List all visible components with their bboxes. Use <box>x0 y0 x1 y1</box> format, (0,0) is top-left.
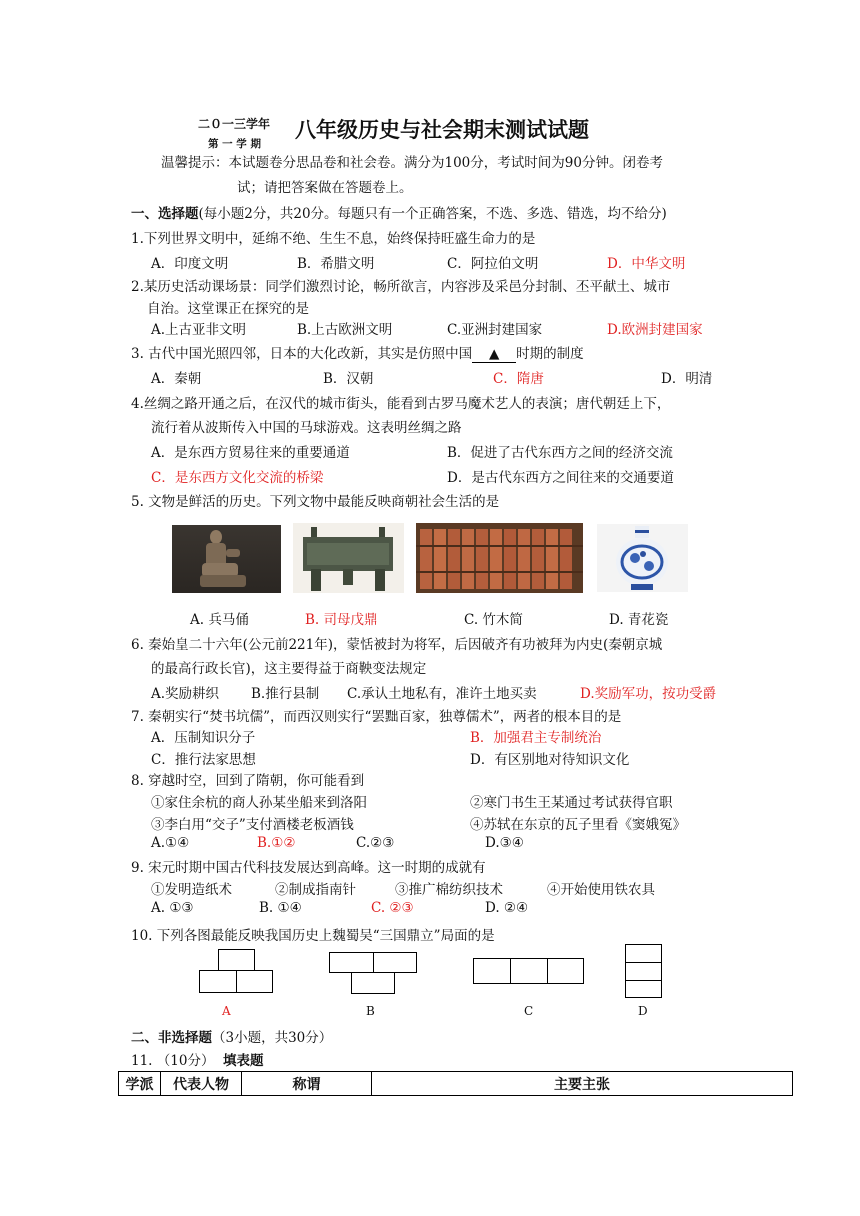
section1-desc: (每小题2分，共20分。每题只有一个正确答案，不选、多选、错选，均不给分) <box>198 206 667 222</box>
q9-option-c: C. ②③ <box>371 900 414 916</box>
q4-option-a: A．是东西方贸易往来的重要通道 <box>151 445 350 461</box>
blue-white-porcelain-image <box>597 524 688 592</box>
section2-desc: （3小题，共30分） <box>212 1030 333 1046</box>
q5-option-d: D. 青花瓷 <box>609 612 669 628</box>
q2-stem-1: 2.某历史活动课场景：同学们激烈讨论，畅所欲言，内容涉及采邑分封制、丕平献土、城市 <box>131 279 671 295</box>
q8-statement-2: ②寒门书生王某通过考试获得官职 <box>470 795 673 811</box>
q8-statement-1: ①家住余杭的商人孙某坐船来到洛阳 <box>151 795 367 811</box>
q7-stem: 7. 秦朝实行“焚书坑儒”，而西汉则实行“罢黜百家，独尊儒术”，两者的根本目的是 <box>131 709 622 725</box>
q11-type: 填表题 <box>223 1053 264 1069</box>
q8-statement-4: ④苏轼在东京的瓦子里看《窦娥冤》 <box>470 817 686 833</box>
q3-stem-pre: 3. 古代中国光照四邻，日本的大化改新，其实是仿照中国 <box>131 346 473 362</box>
q9-statement-1: ①发明造纸术 <box>151 882 232 898</box>
q2-stem-2: 自治。这堂课正在探究的是 <box>147 301 309 317</box>
section1-title: 一、选择题 <box>131 206 199 222</box>
q7-option-c: C．推行法家思想 <box>151 752 256 768</box>
q11-table <box>118 1071 793 1096</box>
q5-stem: 5. 文物是鲜活的历史。下列文物中最能反映商朝社会生活的是 <box>131 494 500 510</box>
q9-statement-4: ④开始使用铁农具 <box>547 882 655 898</box>
table-header-figure: 代表人物 <box>161 1072 242 1096</box>
q3-option-b: B．汉朝 <box>323 371 374 387</box>
q6-option-b: B.推行县制 <box>251 686 320 702</box>
q4-stem-1: 4.丝绸之路开通之后，在汉代的城市街头，能看到古罗马魔术艺人的表演；唐代朝廷上下， <box>131 396 671 412</box>
q8-stem: 8. 穿越时空，回到了隋朝，你可能看到 <box>131 773 365 789</box>
q10-stem: 10. 下列各图最能反映我国历史上魏蜀吴“三国鼎立”局面的是 <box>131 928 495 944</box>
q9-statement-2: ②制成指南针 <box>275 882 356 898</box>
q3-option-a: A．秦朝 <box>151 371 202 387</box>
q8-statement-3: ③李白用“交子”支付酒楼老板酒钱 <box>151 817 354 833</box>
q8-option-d: D.③④ <box>485 835 524 851</box>
q8-option-a: A.①④ <box>151 835 190 851</box>
q9-option-d: D. ②④ <box>485 900 529 916</box>
q5-option-b: B. 司母戊鼎 <box>305 612 378 628</box>
q3-option-c: C．隋唐 <box>493 371 544 387</box>
q2-option-d: D.欧洲封建国家 <box>607 322 703 338</box>
diagram-a-box <box>218 949 255 971</box>
q2-option-b: B.上古欧洲文明 <box>297 322 393 338</box>
diagram-d-box <box>625 944 662 963</box>
q3-blank: ▲ <box>472 346 516 363</box>
terracotta-warrior-image <box>172 525 281 593</box>
q1-option-b: B．希腊文明 <box>297 256 375 272</box>
year-label: 二０一三学年 <box>198 117 271 131</box>
diagram-d-box <box>625 962 662 981</box>
diagram-d-box <box>625 980 662 998</box>
section1-heading <box>131 202 667 222</box>
q9-option-b: B. ①④ <box>259 900 302 916</box>
diagram-a-box <box>236 970 273 993</box>
q4-option-d: D．是古代东西方之间往来的交通要道 <box>447 470 674 486</box>
q9-stem: 9. 宋元时期中国古代科技发展达到高峰。这一时期的成就有 <box>131 860 486 876</box>
table-header-ideas: 主要主张 <box>372 1072 793 1096</box>
q8-option-c: C.②③ <box>356 835 395 851</box>
q11-heading <box>131 1049 264 1069</box>
q7-option-a: A．压制知识分子 <box>151 730 256 746</box>
q6-stem-2: 的最高行政长官)，这主要得益于商鞅变法规定 <box>151 661 427 677</box>
q4-option-c: C．是东西方文化交流的桥梁 <box>151 470 324 486</box>
q2-option-c: C.亚洲封建国家 <box>447 322 543 338</box>
q3-stem <box>131 342 584 363</box>
simuwu-ding-image <box>293 523 404 593</box>
q10-label-a: A <box>222 1004 231 1018</box>
q3-stem-post: 时期的制度 <box>516 346 584 362</box>
q1-stem: 1.下列世界文明中，延绵不绝、生生不息，始终保持旺盛生命力的是 <box>131 231 536 247</box>
q9-statement-3: ③推广棉纺织技术 <box>395 882 503 898</box>
section2-heading <box>131 1026 332 1046</box>
tip-line-1: 温馨提示：本试题卷分思品卷和社会卷。满分为100分，考试时间为90分钟。闭卷考 <box>161 155 663 171</box>
q11-table-header-row <box>119 1072 793 1096</box>
q11-stem: 11. （10分） <box>131 1053 215 1069</box>
q6-option-a: A.奖励耕织 <box>151 686 220 702</box>
q1-option-c: C．阿拉伯文明 <box>447 256 539 272</box>
tip-line-2: 试；请把答案做在答题卷上。 <box>237 180 413 196</box>
diagram-c-box <box>510 958 548 984</box>
q1-option-a: A．印度文明 <box>151 256 229 272</box>
table-header-school: 学派 <box>119 1072 161 1096</box>
diagram-c-box <box>547 958 584 984</box>
diagram-c-box <box>473 958 511 984</box>
q7-option-b: B．加强君主专制统治 <box>470 730 602 746</box>
q2-option-a: A.上古亚非文明 <box>151 322 247 338</box>
table-header-title: 称谓 <box>242 1072 372 1096</box>
q5-option-c: C. 竹木简 <box>464 612 523 628</box>
diagram-b-box <box>351 972 395 994</box>
section2-title: 二、非选择题 <box>131 1030 212 1046</box>
q5-option-a: A. 兵马俑 <box>190 612 249 628</box>
diagram-b-box <box>329 952 374 973</box>
term-label: 第 一 学 期 <box>208 138 261 150</box>
q1-option-d: D．中华文明 <box>607 256 686 272</box>
q10-label-b: B <box>366 1004 375 1018</box>
q4-stem-2: 流行着从波斯传入中国的马球游戏。这表明丝绸之路 <box>151 420 462 436</box>
diagram-b-box <box>373 952 417 973</box>
q10-label-d: D <box>638 1004 648 1018</box>
q6-option-c: C.承认土地私有，准许土地买卖 <box>347 686 537 702</box>
q4-option-b: B．促进了古代东西方之间的经济交流 <box>447 445 673 461</box>
q10-label-c: C <box>524 1004 534 1018</box>
q3-option-d: D．明清 <box>661 371 713 387</box>
q7-option-d: D．有区别地对待知识文化 <box>470 752 630 768</box>
diagram-a-box <box>199 970 237 993</box>
q6-stem-1: 6. 秦始皇二十六年(公元前221年)，蒙恬被封为将军，后因破齐有功被拜为内史(秦朝京城 <box>131 637 663 653</box>
q6-option-d: D.奖励军功，按功受爵 <box>580 686 717 702</box>
q9-option-a: A. ①③ <box>151 900 194 916</box>
q8-option-b: B.①② <box>257 835 296 851</box>
page-title: 八年级历史与社会期末测试试题 <box>295 118 589 142</box>
bamboo-slips-image <box>416 523 583 593</box>
